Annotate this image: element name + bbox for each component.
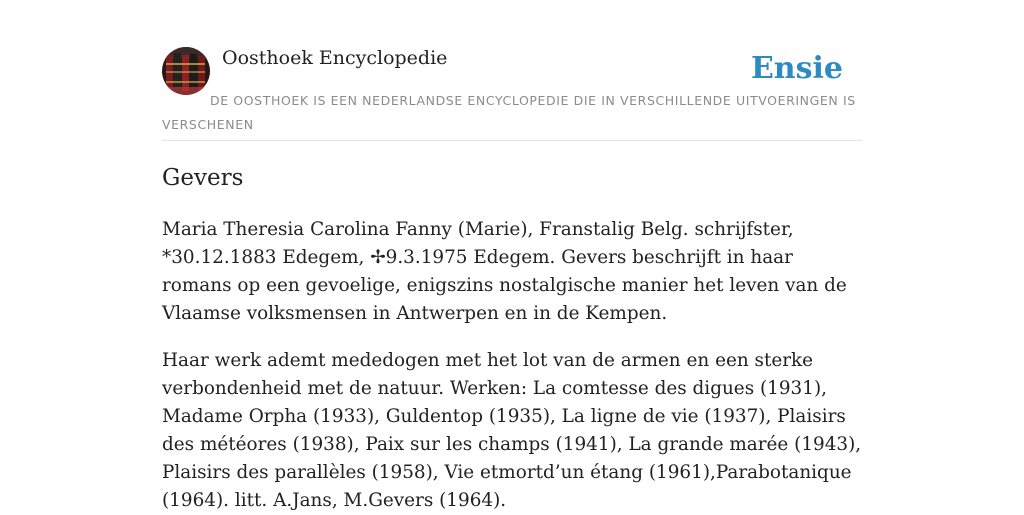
site-header (162, 0, 862, 141)
article-paragraph: Haar werk ademt mededogen met het lot van de armen en een sterke verbondenheid met de natuur. Werken: La comtesse des digues (1931), Madame Orpha (1933), Guldentop (1935), La ligne de vie (1937), Plaisirs des météores (1938), Paix sur les champs (1941), La grande marée (1943), Plaisirs des parallèles (1958), Vie etmortd’un étang (1961),Parabotanique (1964). litt. A.Jans, M.Gevers (1964). (162, 350, 862, 511)
brand-logo[interactable]: Ensie (750, 51, 843, 86)
site-tagline: DE OOSTHOEK IS EEN NEDERLANDSE ENCYCLOPEDIE DIE IN VERSCHILLENDE UITVOERINGEN IS VERSCHENEN (162, 93, 856, 132)
article-paragraph: Maria Theresia Carolina Fanny (Marie), Franstalig Belg. schrijfster, *30.12.1883 Edegem, ✢9.3.1975 Edegem. Gevers beschrijft in haar romans op een gevoelige, enigszins nostalgische manier het leven van de Vlaamse volksmensen in Antwerpen en in de Kempen. (162, 219, 847, 324)
encyclopedia-books-icon[interactable] (162, 47, 210, 95)
page-container (162, 0, 862, 511)
site-title[interactable]: Oosthoek Encyclopedie (222, 47, 448, 69)
article-title: Gevers (162, 165, 244, 191)
